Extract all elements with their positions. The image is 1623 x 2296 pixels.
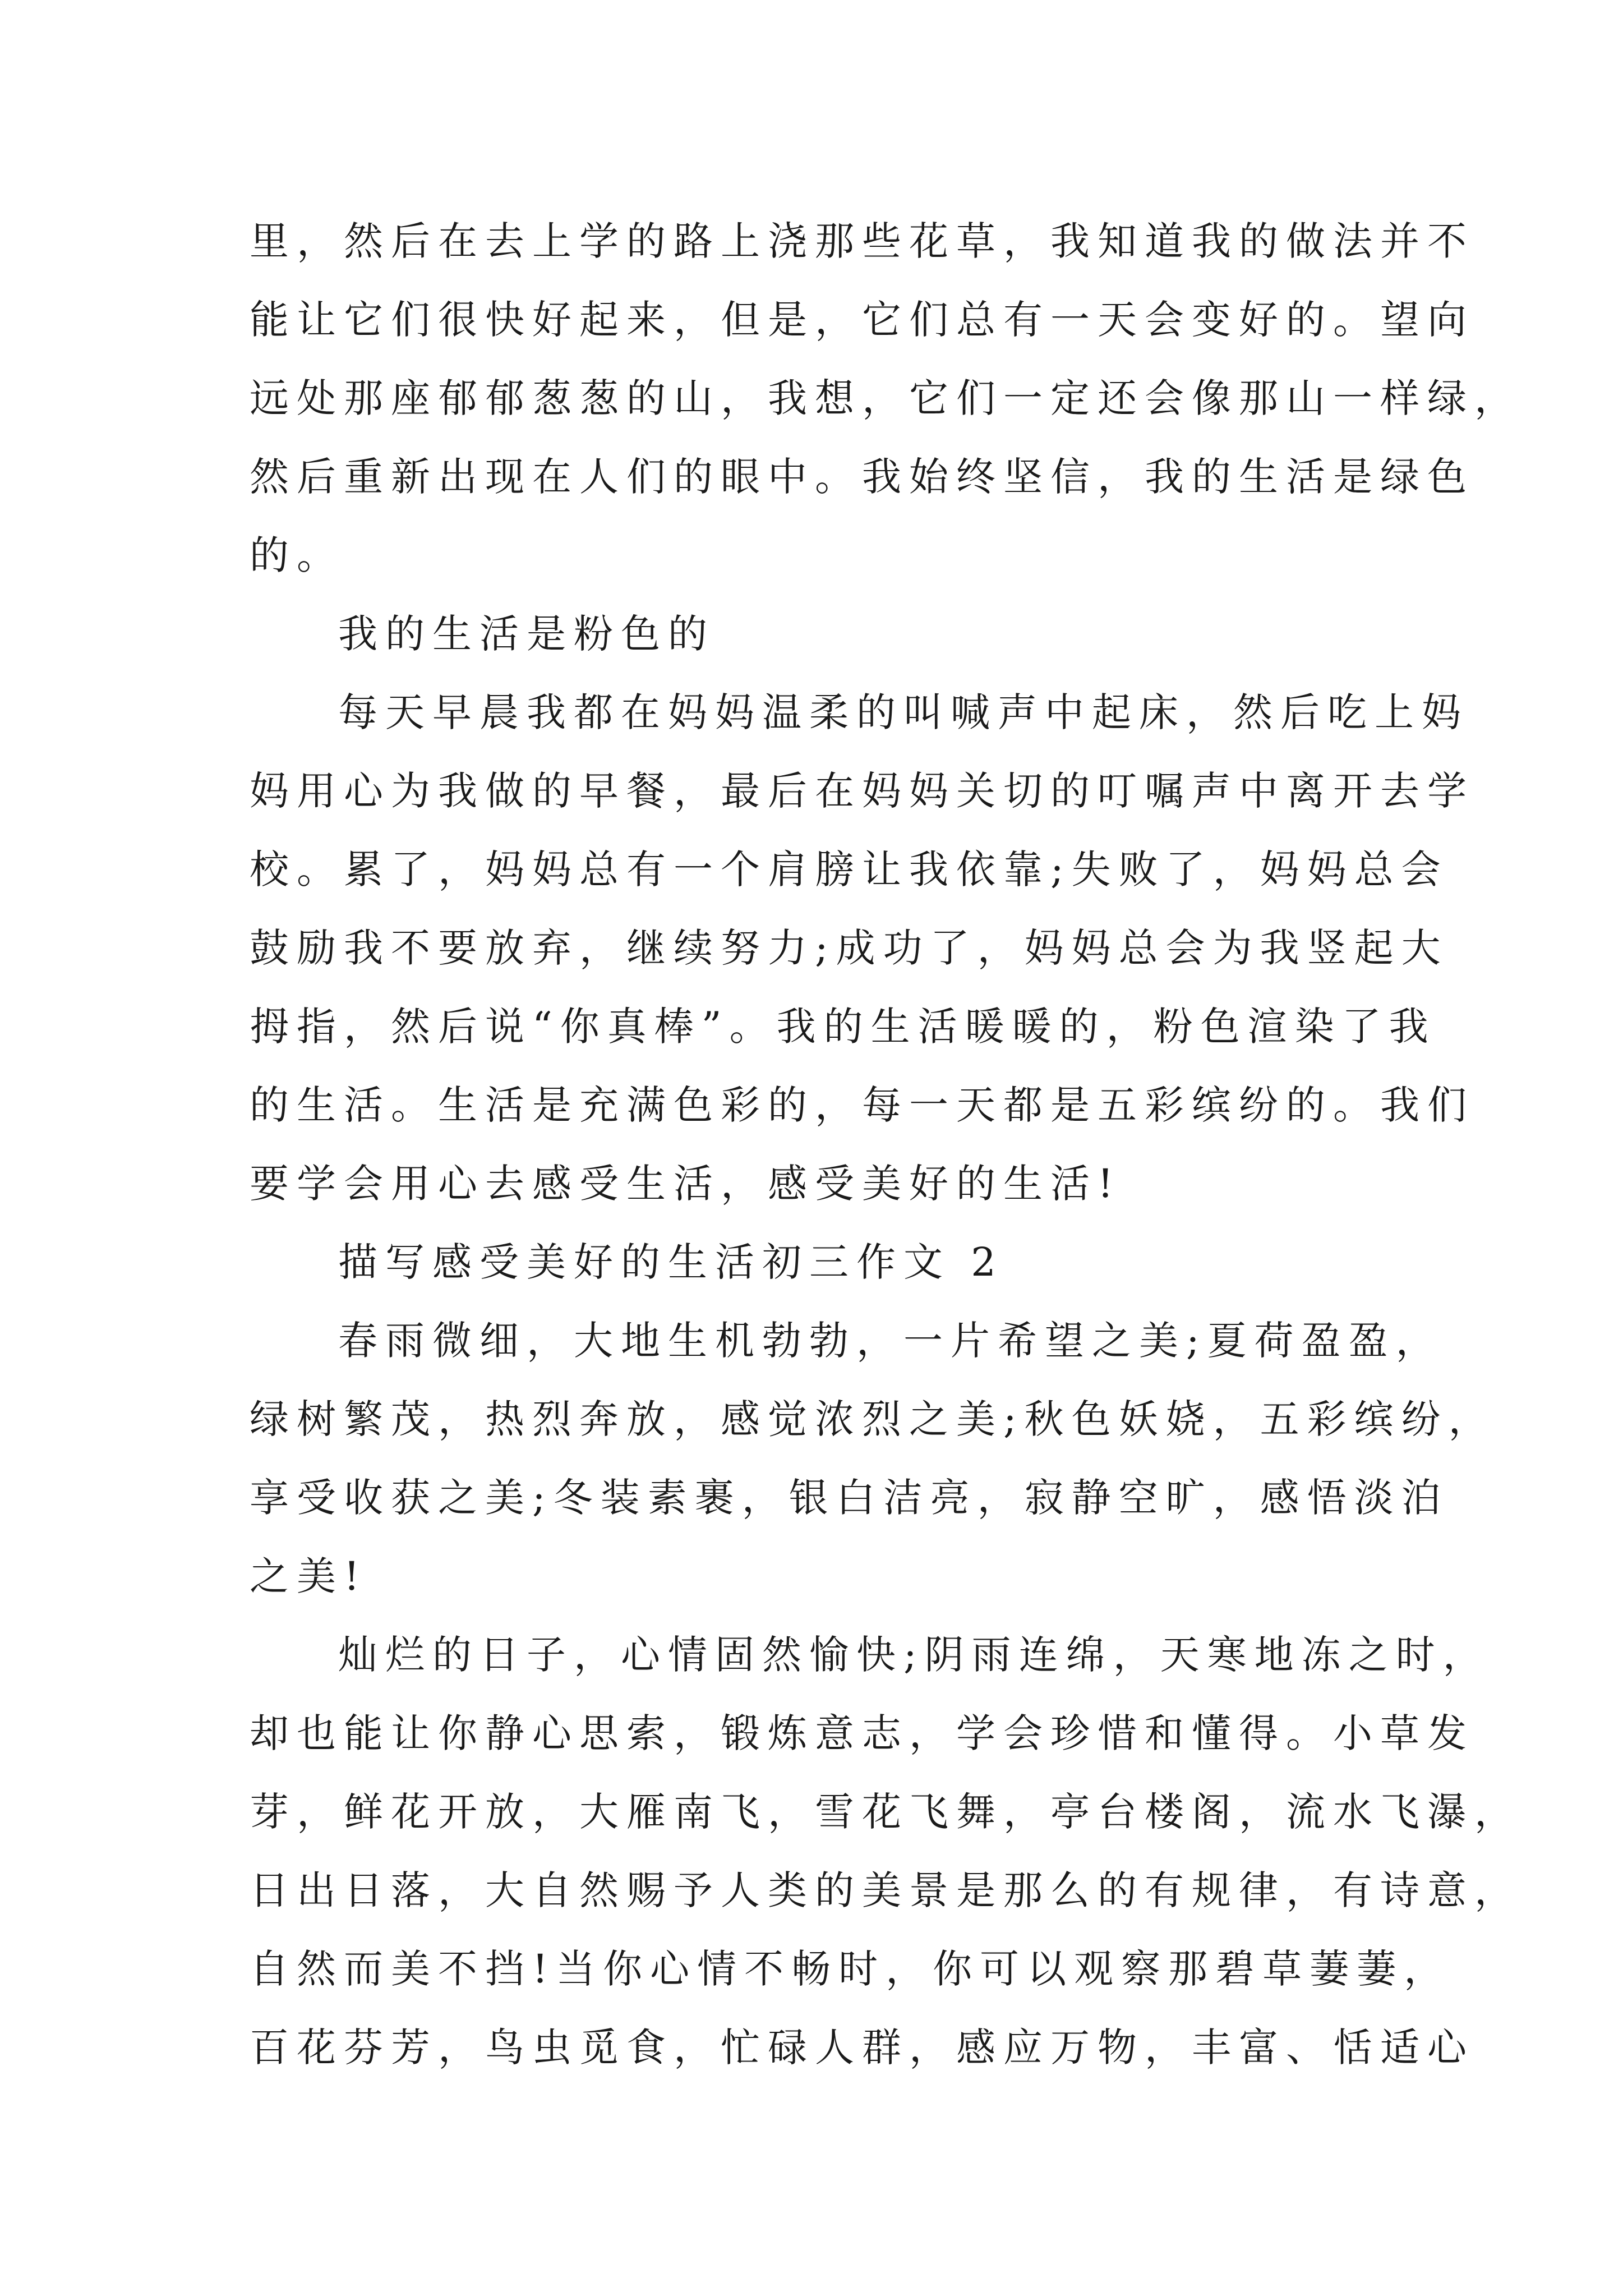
text-line: 描写感受美好的生活初三作文 2: [338, 1239, 1004, 1285]
text-line: 校。累了，妈妈总有一个肩膀让我依靠;失败了，妈妈总会: [250, 846, 1449, 892]
text-line: 的。: [250, 532, 344, 578]
text-line: 享受收获之美;冬装素裹，银白洁亮，寂静空旷，感悟淡泊: [250, 1475, 1449, 1521]
text-line: 春雨微细，大地生机勃勃，一片希望之美;夏荷盈盈，: [338, 1318, 1443, 1364]
text-line: 的生活。生活是充满色彩的，每一天都是五彩缤纷的。我们: [250, 1082, 1474, 1128]
text-line: 绿树繁茂，热烈奔放，感觉浓烈之美;秋色妖娆，五彩缤纷，: [250, 1396, 1496, 1442]
text-line: 灿烂的日子，心情固然愉快;阴雨连绵，天寒地冻之时，: [338, 1632, 1490, 1678]
document-page: [250, 202, 1521, 2087]
text-line: 每天早晨我都在妈妈温柔的叫喊声中起床，然后吃上妈: [338, 689, 1469, 735]
text-line: 远处那座郁郁葱葱的山，我想，它们一定还会像那山一样绿，: [250, 375, 1521, 421]
text-line: 百花芬芳，鸟虫觅食，忙碌人群，感应万物，丰富、恬适心: [250, 2024, 1474, 2070]
text-line: 芽，鲜花开放，大雁南飞，雪花飞舞，亭台楼阁，流水飞瀑，: [250, 1789, 1521, 1835]
text-line: 之美!: [250, 1553, 368, 1599]
text-line: 然后重新出现在人们的眼中。我始终坚信，我的生活是绿色: [250, 454, 1474, 500]
text-line: 却也能让你静心思索，锻炼意志，学会珍惜和懂得。小草发: [250, 1710, 1474, 1756]
text-line: 鼓励我不要放弃，继续努力;成功了，妈妈总会为我竖起大: [250, 925, 1449, 971]
text-line: 拇指，然后说“你真棒”。我的生活暖暖的，粉色渲染了我: [250, 1004, 1436, 1050]
text-line: 能让它们很快好起来，但是，它们总有一天会变好的。望向: [250, 297, 1474, 343]
text-line: 日出日落，大自然赐予人类的美景是那么的有规律，有诗意，: [250, 1867, 1521, 1913]
text-line: 我的生活是粉色的: [338, 611, 715, 657]
text-line: 妈用心为我做的早餐，最后在妈妈关切的叮嘱声中离开去学: [250, 768, 1474, 814]
text-line: 自然而美不挡!当你心情不畅时，你可以观察那碧草萋萋，: [250, 1946, 1451, 1992]
text-line: 里，然后在去上学的路上浇那些花草，我知道我的做法并不: [250, 218, 1474, 264]
text-line: 要学会用心去感受生活，感受美好的生活!: [250, 1161, 1122, 1207]
